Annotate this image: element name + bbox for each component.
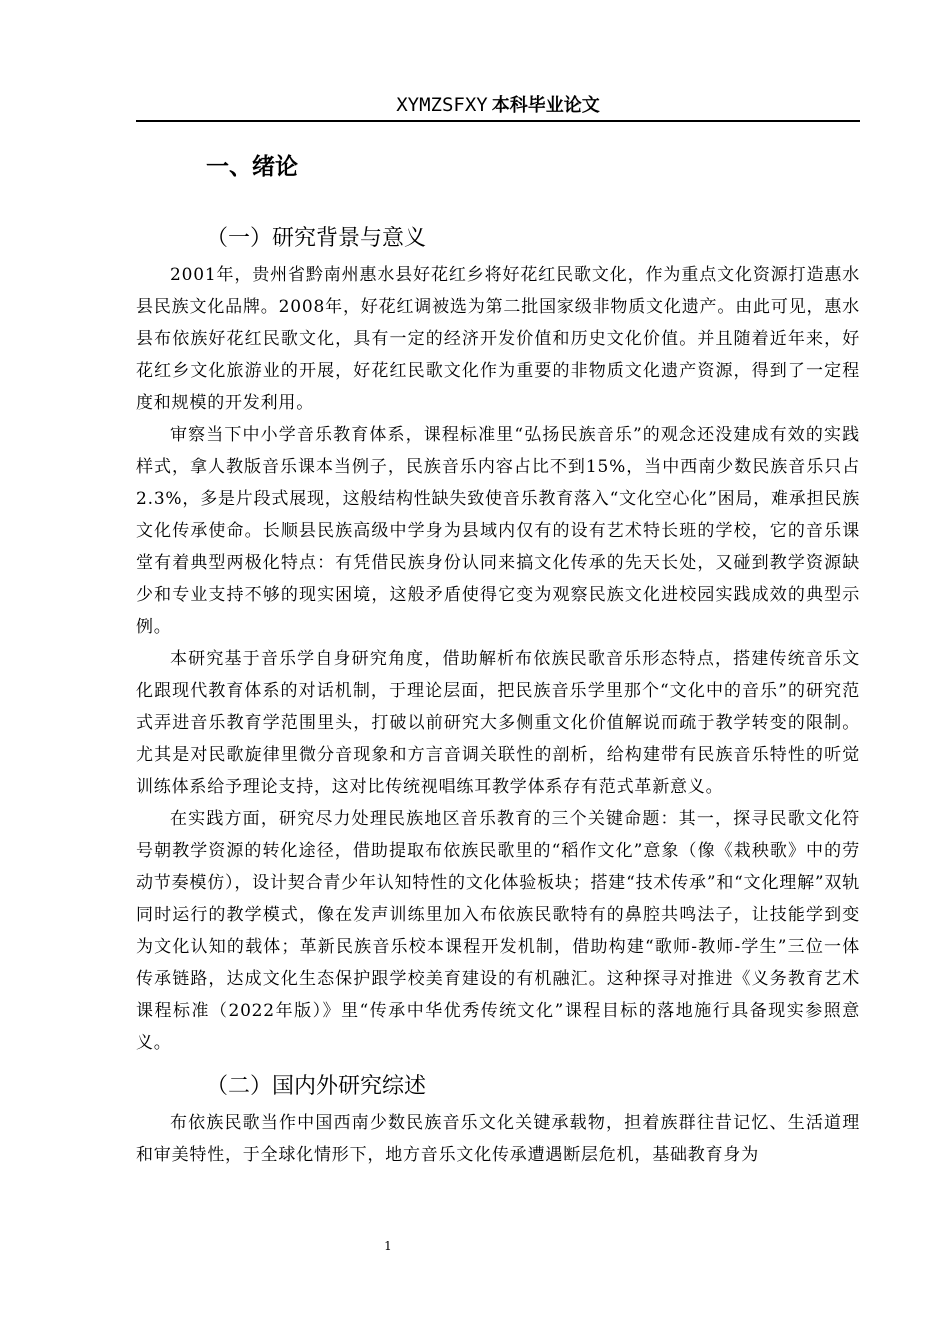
header-title: 本科毕业论文 <box>491 95 600 116</box>
section-heading-background: （一）研究背景与意义 <box>206 226 427 251</box>
header-divider <box>136 120 860 122</box>
document-body <box>136 145 860 1171</box>
section-heading-literature-review: （二）国内外研究综述 <box>206 1074 427 1099</box>
paragraph: 在实践方面，研究尽力处理民族地区音乐教育的三个关键命题：其一，探寻民歌文化符号朝教学资源的转化途径，借助提取布依族民歌里的“稻作文化”意象（像《栽秧歌》中的劳动节奏模仿），设计契合青少年认知特性的文化体验板块；搭建“技术传承”和“文化理解”双轨同时运行的教学模式，像在发声训练里加入布依族民歌特有的鼻腔共鸣法子，让技能学到变为文化认知的载体；革新民族音乐校本课程开发机制，借助构建“歌师-教师-学生”三位一体传承链路，达成文化生态保护跟学校美育建设的有机融汇。这种探寻对推进《义务教育艺术课程标准（2022年版）》里“传承中华优秀传统文化”课程目标的落地施行具备现实参照意义。 <box>136 809 860 1053</box>
paragraph: 审察当下中小学音乐教育体系，课程标准里“弘扬民族音乐”的观念还没建成有效的实践样式，拿人教版音乐课本当例子，民族音乐内容占比不到15%，当中西南少数民族音乐只占2.3%，多是片段式展现，这般结构性缺失致使音乐教育落入“文化空心化”困局，难承担民族文化传承使命。长顺县民族高级中学身为县域内仅有的设有艺术特长班的学校，它的音乐课堂有着典型两极化特点：有凭借民族身份认同来搞文化传承的先天长处，又碰到教学资源缺少和专业支持不够的现实困境，这般矛盾使得它变为观察民族文化进校园实践成效的典型示例。 <box>136 425 860 637</box>
chapter-heading: 一、绪论 <box>206 154 298 180</box>
paragraph: 本研究基于音乐学自身研究角度，借助解析布依族民歌音乐形态特点，搭建传统音乐文化跟现代教育体系的对话机制，于理论层面，把民族音乐学里那个“文化中的音乐”的研究范式弄进音乐教育学范围里头，打破以前研究大多侧重文化价值解说而疏于教学转变的限制。尤其是对民歌旋律里微分音现象和方言音调关联性的剖析，给构建带有民族音乐特性的听觉训练体系给予理论支持，这对比传统视唱练耳教学体系存有范式革新意义。 <box>136 649 860 797</box>
running-header <box>136 92 860 118</box>
paragraph: 布依族民歌当作中国西南少数民族音乐文化关键承载物，担着族群往昔记忆、生活道理和审美特性，于全球化情形下，地方音乐文化传承遭遇断层危机，基础教育身为 <box>136 1113 860 1165</box>
page-number: 1 <box>384 1239 392 1253</box>
header-code: XYMZSFXY <box>396 94 488 116</box>
paragraph: 2001年，贵州省黔南州惠水县好花红乡将好花红民歌文化，作为重点文化资源打造惠水县民族文化品牌。2008年，好花红调被选为第二批国家级非物质文化遗产。由此可见，惠水县布依族好花红民歌文化，具有一定的经济开发价值和历史文化价值。并且随着近年来，好花红乡文化旅游业的开展，好花红民歌文化作为重要的非物质文化遗产资源，得到了一定程度和规模的开发利用。 <box>136 265 860 413</box>
